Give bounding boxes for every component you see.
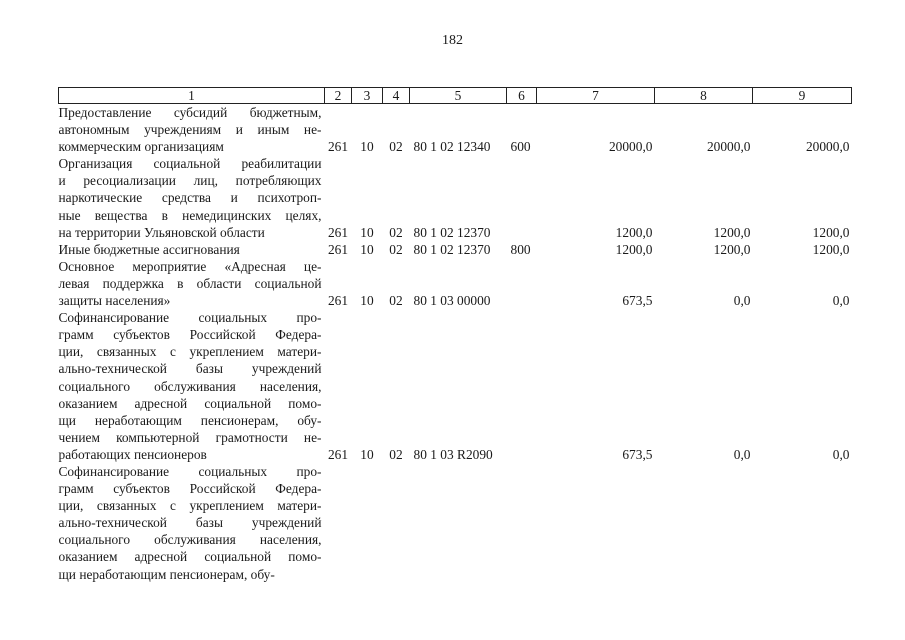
description-line: оказанием адресной социальной помо- xyxy=(58,395,322,411)
amount-year-2: 1200,0 xyxy=(713,241,751,257)
budget-table xyxy=(58,87,852,583)
amount-year-3: 20000,0 xyxy=(805,139,850,155)
amount-year-1: 1200,0 xyxy=(615,241,653,257)
table-row xyxy=(59,463,852,583)
description-line: наркотические средства и психотроп- xyxy=(58,190,322,206)
header-cell: 7 xyxy=(537,88,655,104)
amount-year-3: 0,0 xyxy=(832,293,850,309)
header-cell: 3 xyxy=(352,88,383,104)
amount-year-2 xyxy=(655,463,753,583)
expense-type-code xyxy=(507,155,537,240)
target-article-code: 80 1 02 12370 xyxy=(413,241,491,257)
section-code: 10 xyxy=(360,224,374,240)
description-line: ции, связанных с укреплением матери- xyxy=(58,498,322,514)
admin-code: 261 xyxy=(327,293,349,309)
target-article-code: 80 1 02 12340 xyxy=(413,139,491,155)
table-row xyxy=(59,309,852,463)
table-row xyxy=(59,155,852,240)
amount-year-2: 1200,0 xyxy=(713,224,751,240)
amount-year-2: 0,0 xyxy=(733,446,751,462)
amount-year-2: 20000,0 xyxy=(706,139,751,155)
header-cell: 5 xyxy=(410,88,507,104)
section-code: 10 xyxy=(360,139,374,155)
description-line: на территории Ульяновской области xyxy=(58,224,265,240)
subsection-code: 02 xyxy=(389,293,403,309)
description-line: чением компьютерной грамотности не- xyxy=(58,429,322,445)
admin-code xyxy=(325,463,352,583)
description-line: левая поддержка в области социальной xyxy=(58,275,322,291)
section-code: 10 xyxy=(360,293,374,309)
amount-year-1: 673,5 xyxy=(622,446,653,462)
target-article-code: 80 1 02 12370 xyxy=(413,224,491,240)
target-article-code: 80 1 03 R2090 xyxy=(413,446,493,462)
row-description xyxy=(59,104,325,156)
amount-year-1 xyxy=(537,463,655,583)
description-line: грамм субъектов Российской Федера- xyxy=(58,327,322,343)
expense-type-code: 800 xyxy=(510,241,531,257)
header-row xyxy=(59,88,852,104)
amount-year-1: 673,5 xyxy=(622,293,653,309)
description-line: защиты населения» xyxy=(58,293,171,309)
expense-type-code xyxy=(507,463,537,583)
expense-type-code xyxy=(507,258,537,309)
row-description xyxy=(59,155,325,240)
amount-year-3: 1200,0 xyxy=(812,224,850,240)
header-cell: 9 xyxy=(753,88,852,104)
description-line: щи неработающим пенсионерам, обу- xyxy=(58,412,322,428)
description-line: социального обслуживания населения, xyxy=(58,378,322,394)
description-line: работающих пенсионеров xyxy=(58,446,207,462)
section-code: 10 xyxy=(360,446,374,462)
admin-code: 261 xyxy=(327,446,349,462)
section-code xyxy=(352,463,383,583)
row-description xyxy=(59,241,325,258)
header-cell: 4 xyxy=(383,88,410,104)
header-cell: 8 xyxy=(655,88,753,104)
subsection-code: 02 xyxy=(389,446,403,462)
section-code: 10 xyxy=(360,241,374,257)
description-line: коммерческим организациям xyxy=(58,139,224,155)
subsection-code: 02 xyxy=(389,241,403,257)
amount-year-1: 20000,0 xyxy=(608,139,653,155)
subsection-code: 02 xyxy=(389,224,403,240)
row-description xyxy=(59,309,325,463)
description-line: Основное мероприятие «Адресная це- xyxy=(58,258,322,274)
row-description xyxy=(59,258,325,309)
target-article-code: 80 1 03 00000 xyxy=(413,293,491,309)
description-line: ально-технической базы учреждений xyxy=(58,361,322,377)
description-line: Организация социальной реабилитации xyxy=(58,156,322,172)
description-line: и ресоциализации лиц, потребляющих xyxy=(58,173,322,189)
description-line: Иные бюджетные ассигнования xyxy=(58,241,240,257)
target-article-code xyxy=(410,463,507,583)
page-number: 182 xyxy=(442,33,463,48)
amount-year-3: 0,0 xyxy=(832,446,850,462)
amount-year-3: 1200,0 xyxy=(812,241,850,257)
header-cell: 1 xyxy=(59,88,325,104)
description-line: Софинансирование социальных про- xyxy=(58,310,322,326)
description-line: автономным учреждениям и иным не- xyxy=(58,122,322,138)
description-line: социального обслуживания населения, xyxy=(58,532,322,548)
row-description xyxy=(59,463,325,583)
amount-year-2: 0,0 xyxy=(733,293,751,309)
description-line: грамм субъектов Российской Федера- xyxy=(58,481,322,497)
description-line: Софинансирование социальных про- xyxy=(58,463,322,479)
admin-code: 261 xyxy=(327,139,349,155)
description-line: щи неработающим пенсионерам, обу- xyxy=(58,566,275,582)
header-cell: 2 xyxy=(325,88,352,104)
expense-type-code: 600 xyxy=(510,139,531,155)
subsection-code xyxy=(383,463,410,583)
subsection-code: 02 xyxy=(389,139,403,155)
expense-type-code xyxy=(507,309,537,463)
description-line: Предоставление субсидий бюджетным, xyxy=(58,105,322,120)
amount-year-3 xyxy=(753,463,852,583)
header-cell: 6 xyxy=(507,88,537,104)
description-line: оказанием адресной социальной помо- xyxy=(58,549,322,565)
description-line: ные вещества в немедицинских целях, xyxy=(58,207,322,223)
admin-code: 261 xyxy=(327,224,349,240)
table-row xyxy=(59,258,852,309)
admin-code: 261 xyxy=(327,241,349,257)
description-line: ции, связанных с укреплением матери- xyxy=(58,344,322,360)
table-row xyxy=(59,241,852,258)
description-line: ально-технической базы учреждений xyxy=(58,515,322,531)
amount-year-1: 1200,0 xyxy=(615,224,653,240)
table-row xyxy=(59,104,852,156)
